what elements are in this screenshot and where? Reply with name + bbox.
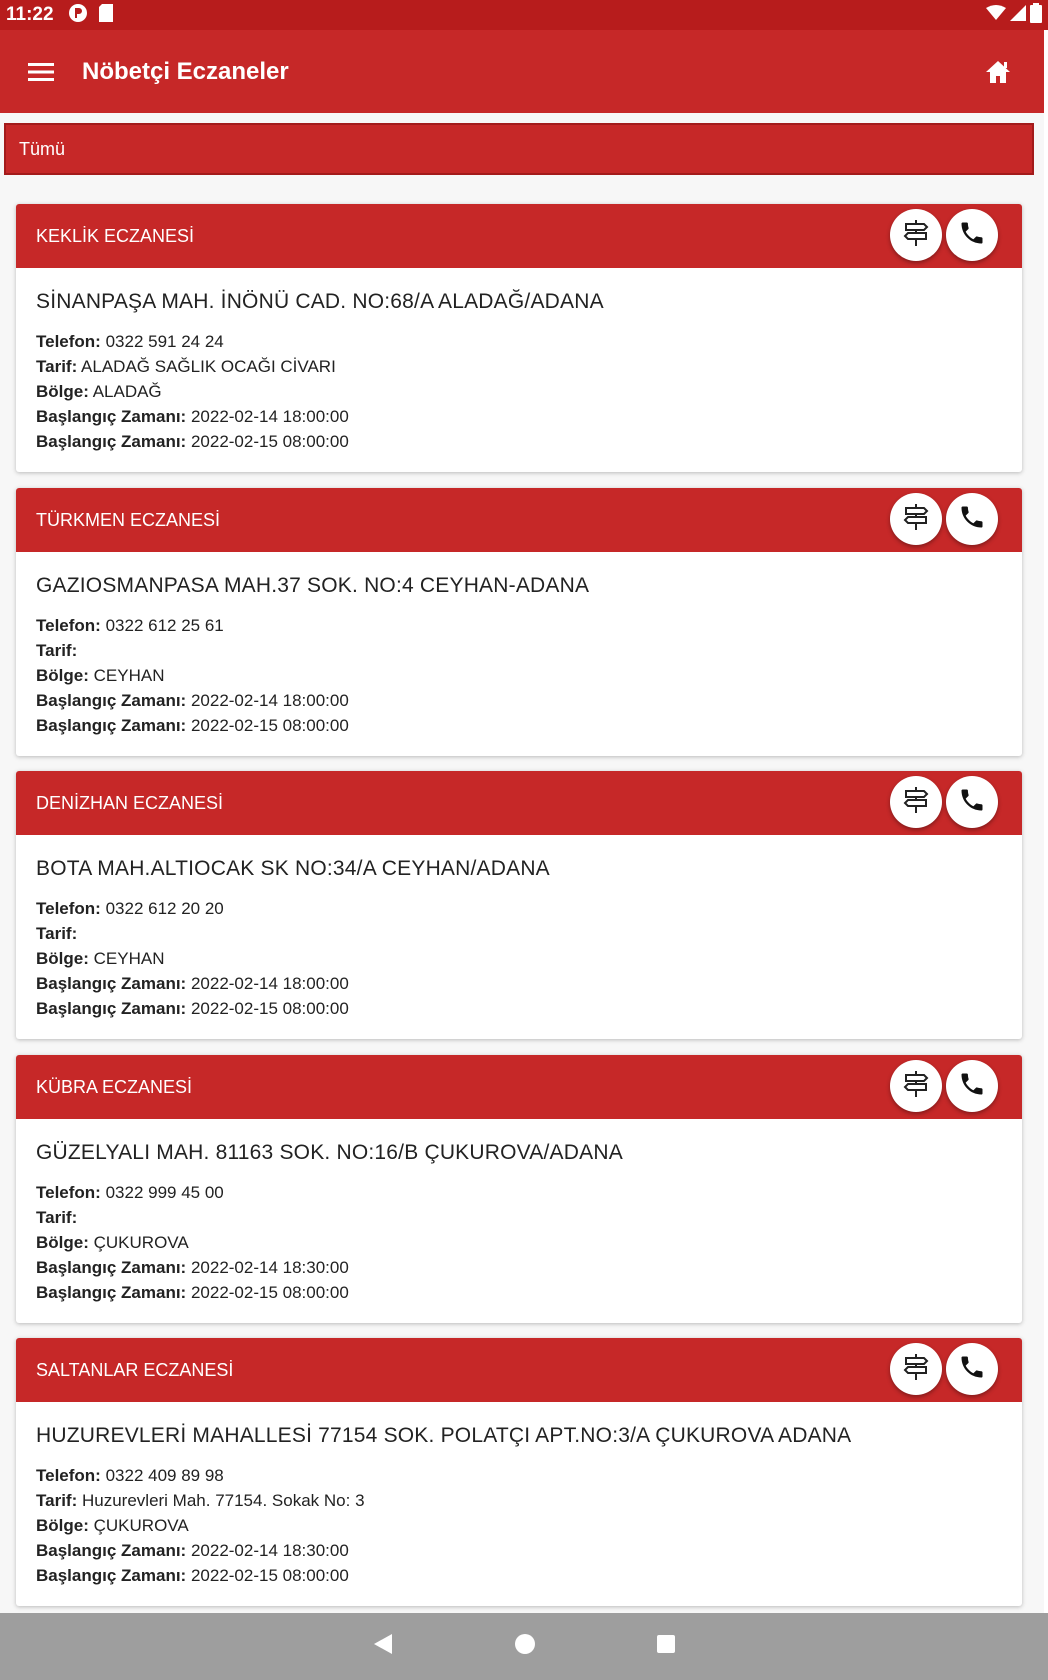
directions-icon — [901, 1069, 931, 1104]
start-time-row: Başlangıç Zamanı: 2022-02-14 18:30:00 — [36, 1258, 349, 1277]
start-time-row: Başlangıç Zamanı: 2022-02-14 18:00:00 — [36, 974, 349, 993]
region-row: Bölge: CEYHAN — [36, 949, 165, 968]
start-time-value: 2022-02-14 18:00:00 — [190, 407, 349, 426]
tarif-row: Tarif: Huzurevleri Mah. 77154. Sokak No: 3 — [36, 1491, 365, 1510]
phone-value: 0322 999 45 00 — [105, 1183, 224, 1202]
pharmacy-card — [16, 771, 1022, 1039]
call-button[interactable] — [946, 1060, 998, 1112]
directions-button[interactable] — [890, 776, 942, 828]
phone-icon — [958, 1353, 986, 1386]
pharmacy-address: HUZUREVLERİ MAHALLESİ 77154 SOK. POLATÇI APT.NO:3/A ÇUKUROVA ADANA — [36, 1424, 852, 1447]
filter-selector[interactable] — [4, 123, 1034, 175]
phone-value: 0322 591 24 24 — [105, 332, 224, 351]
end-time-value: 2022-02-15 08:00:00 — [190, 999, 349, 1018]
start-time-value: 2022-02-14 18:00:00 — [190, 974, 349, 993]
tarif-row: Tarif: — [36, 641, 78, 660]
tarif-row: Tarif: — [36, 1208, 78, 1227]
pharmacy-address: SİNANPAŞA MAH. İNÖNÜ CAD. NO:68/A ALADAĞ/ADANA — [36, 290, 604, 313]
end-time-value: 2022-02-15 08:00:00 — [190, 1283, 349, 1302]
battery-icon — [1030, 3, 1042, 28]
start-time-value: 2022-02-14 18:30:00 — [190, 1541, 349, 1560]
pharmacy-card-header — [16, 1338, 1022, 1402]
end-time-row: Başlangıç Zamanı: 2022-02-15 08:00:00 — [36, 432, 349, 451]
region-value: ÇUKUROVA — [93, 1516, 189, 1535]
filter-label: Tümü — [19, 138, 66, 159]
phone-row: Telefon: 0322 999 45 00 — [36, 1183, 224, 1202]
home-nav-icon[interactable] — [514, 1633, 536, 1660]
sd-card-icon — [98, 3, 114, 28]
pharmacy-card — [16, 204, 1022, 472]
pharmacy-address: GÜZELYALI MAH. 81163 SOK. NO:16/B ÇUKUROVA/ADANA — [36, 1141, 623, 1164]
phone-icon — [958, 503, 986, 536]
pharmacy-card-header — [16, 204, 1022, 268]
system-nav-bar — [0, 1613, 1048, 1680]
call-button[interactable] — [946, 493, 998, 545]
end-time-value: 2022-02-15 08:00:00 — [190, 1566, 349, 1585]
phone-row: Telefon: 0322 591 24 24 — [36, 332, 224, 351]
start-time-row: Başlangıç Zamanı: 2022-02-14 18:00:00 — [36, 691, 349, 710]
directions-button[interactable] — [890, 493, 942, 545]
call-button[interactable] — [946, 1343, 998, 1395]
phone-value: 0322 612 25 61 — [105, 616, 224, 635]
pharmacy-list — [0, 113, 1044, 1613]
status-bar — [0, 0, 1048, 30]
tarif-value: ALADAĞ SAĞLIK OCAĞI CİVARI — [81, 357, 336, 376]
directions-icon — [901, 1352, 931, 1387]
tarif-row: Tarif: ALADAĞ SAĞLIK OCAĞI CİVARI — [36, 357, 336, 376]
phone-row: Telefon: 0322 409 89 98 — [36, 1466, 224, 1485]
pharmacy-name: KEKLİK ECZANESİ — [36, 225, 195, 246]
menu-icon[interactable] — [0, 30, 82, 113]
directions-icon — [901, 218, 931, 253]
end-time-row: Başlangıç Zamanı: 2022-02-15 08:00:00 — [36, 999, 349, 1018]
phone-value: 0322 409 89 98 — [105, 1466, 224, 1485]
region-value: CEYHAN — [93, 666, 165, 685]
phone-value: 0322 612 20 20 — [105, 899, 224, 918]
pharmacy-card-header — [16, 771, 1022, 835]
back-icon[interactable] — [372, 1632, 394, 1661]
region-value: CEYHAN — [93, 949, 165, 968]
end-time-row: Başlangıç Zamanı: 2022-02-15 08:00:00 — [36, 716, 349, 735]
tarif-value: Huzurevleri Mah. 77154. Sokak No: 3 — [81, 1491, 365, 1510]
app-bar — [0, 30, 1044, 113]
screen-edge — [1044, 30, 1048, 1613]
page-title: Nöbetçi Eczaneler — [82, 57, 289, 85]
directions-icon — [901, 785, 931, 820]
phone-row: Telefon: 0322 612 20 20 — [36, 899, 224, 918]
start-time-value: 2022-02-14 18:30:00 — [190, 1258, 349, 1277]
pharmacy-name: TÜRKMEN ECZANESİ — [36, 509, 221, 530]
tarif-row: Tarif: — [36, 924, 78, 943]
pharmacy-card-header — [16, 1055, 1022, 1119]
sync-icon — [68, 3, 88, 28]
pharmacy-address: BOTA MAH.ALTIOCAK SK NO:34/A CEYHAN/ADANA — [36, 857, 550, 880]
home-icon[interactable] — [952, 30, 1044, 113]
signal-icon — [1010, 5, 1026, 26]
pharmacy-card-header — [16, 488, 1022, 552]
region-row: Bölge: ÇUKUROVA — [36, 1233, 189, 1252]
region-row: Bölge: CEYHAN — [36, 666, 165, 685]
recents-icon[interactable] — [656, 1634, 676, 1659]
pharmacy-name: SALTANLAR ECZANESİ — [36, 1359, 234, 1380]
directions-button[interactable] — [890, 1343, 942, 1395]
end-time-value: 2022-02-15 08:00:00 — [190, 432, 349, 451]
phone-icon — [958, 219, 986, 252]
pharmacy-card — [16, 488, 1022, 756]
directions-icon — [901, 502, 931, 537]
start-time-row: Başlangıç Zamanı: 2022-02-14 18:00:00 — [36, 407, 349, 426]
phone-icon — [958, 1070, 986, 1103]
directions-button[interactable] — [890, 209, 942, 261]
end-time-row: Başlangıç Zamanı: 2022-02-15 08:00:00 — [36, 1283, 349, 1302]
wifi-icon — [986, 5, 1006, 26]
pharmacy-card — [16, 1338, 1022, 1606]
start-time-row: Başlangıç Zamanı: 2022-02-14 18:30:00 — [36, 1541, 349, 1560]
pharmacy-card — [16, 1055, 1022, 1323]
pharmacy-name: DENİZHAN ECZANESİ — [36, 792, 224, 813]
region-value: ALADAĞ — [92, 382, 162, 401]
region-row: Bölge: ALADAĞ — [36, 382, 162, 401]
start-time-value: 2022-02-14 18:00:00 — [190, 691, 349, 710]
phone-row: Telefon: 0322 612 25 61 — [36, 616, 224, 635]
call-button[interactable] — [946, 209, 998, 261]
directions-button[interactable] — [890, 1060, 942, 1112]
end-time-value: 2022-02-15 08:00:00 — [190, 716, 349, 735]
region-row: Bölge: ÇUKUROVA — [36, 1516, 189, 1535]
phone-icon — [958, 786, 986, 819]
pharmacy-name: KÜBRA ECZANESİ — [36, 1076, 193, 1097]
region-value: ÇUKUROVA — [93, 1233, 189, 1252]
call-button[interactable] — [946, 776, 998, 828]
pharmacy-address: GAZIOSMANPASA MAH.37 SOK. NO:4 CEYHAN-ADANA — [36, 574, 590, 597]
end-time-row: Başlangıç Zamanı: 2022-02-15 08:00:00 — [36, 1566, 349, 1585]
status-time: 11:22 — [6, 4, 54, 25]
